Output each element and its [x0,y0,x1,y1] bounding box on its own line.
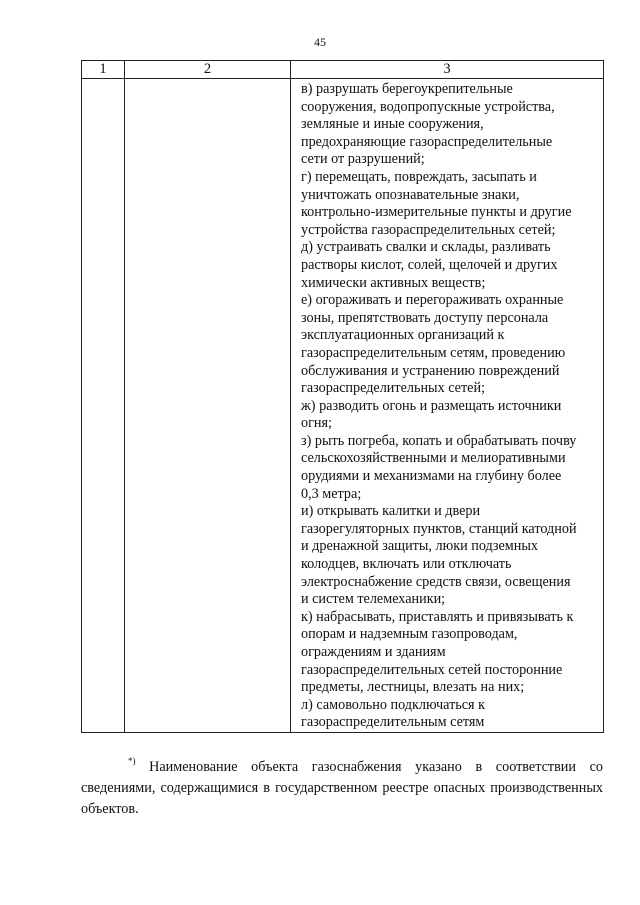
prohibitions-list [291,79,603,732]
list-item-line: эксплуатационных организаций к [301,327,505,344]
list-item-line: сети от разрушений; [301,151,425,168]
list-item-line: орудиями и механизмами на глубину более [301,468,562,485]
table-row [82,79,604,733]
column-header-2: 2 [125,61,291,79]
list-item-line: устройства газораспределительных сетей; [301,221,556,238]
list-item-line: в) разрушать берегоукрепительные [301,81,513,97]
list-item-line: е) огораживать и перегораживать охранные [301,292,564,309]
document-table [81,60,604,733]
list-item-line: газораспределительных сетей; [301,380,486,397]
list-item-line: и) открывать калитки и двери [301,503,481,520]
list-item-line: ж) разводить огонь и размещать источники [301,397,562,414]
list-item-line: уничтожать опознавательные знаки, [301,186,520,203]
footnote [81,757,603,820]
list-item-line: газораспределительным сетям, проведению [301,344,566,361]
list-item-line: и систем телемеханики; [301,591,446,608]
list-item-line: з) рыть погреба, копать и обрабатывать почву [301,432,577,449]
list-item-line: л) самовольно подключаться к [301,696,486,713]
list-item-line: предохраняющие газораспределительные [301,133,553,150]
list-item-line: химически активных веществ; [301,274,486,291]
table-header-row [82,61,604,79]
list-item-line: д) устраивать свалки и склады, разливать [301,239,551,256]
cell-col3 [291,79,604,733]
column-header-1: 1 [82,61,125,79]
list-item-line: 0,3 метра; [301,485,362,502]
list-item-line: газораспределительных сетей посторонние [301,661,563,678]
list-item-line: растворы кислот, солей, щелочей и других [301,256,558,273]
list-item-line: газорегуляторных пунктов, станций катодной [301,520,577,537]
list-item-line: газораспределительным сетям [301,714,485,731]
list-item-line: колодцев, включать или отключать [301,556,512,573]
list-item-line: сельскохозяйственными и мелиоративными [301,450,566,467]
list-item-line: обслуживания и устранению повреждений [301,362,560,379]
footnote-text: Наименование объекта газоснабжения указано в соответствии со сведениями, содержащимися в государственном реестре опасных производственных объектов. [81,759,603,817]
cell-col1 [82,79,125,733]
list-item-line: электроснабжение средств связи, освещения [301,573,571,590]
list-item-line: огня; [301,415,332,432]
list-item-line: ограждениям и зданиям [301,644,446,660]
page-number: 45 [314,35,326,49]
list-item-line: предметы, лестницы, влезать на них; [301,679,525,696]
footnote-marker: *) [128,756,136,766]
list-item-line: контрольно-измерительные пункты и другие [301,204,572,221]
list-item-line: к) набрасывать, приставлять и привязывать к [301,608,574,625]
list-item-line: земляные и иные сооружения, [301,116,484,133]
list-item-line: сооружения, водопропускные устройства, [301,98,555,115]
cell-col2 [125,79,291,733]
list-item-line: зоны, препятствовать доступу персонала [301,309,549,326]
list-item-line: опорам и надземным газопроводам, [301,626,518,643]
column-header-3: 3 [291,61,604,79]
list-item-line: г) перемещать, повреждать, засыпать и [301,168,537,185]
list-item-line: и дренажной защиты, люки подземных [301,538,538,555]
